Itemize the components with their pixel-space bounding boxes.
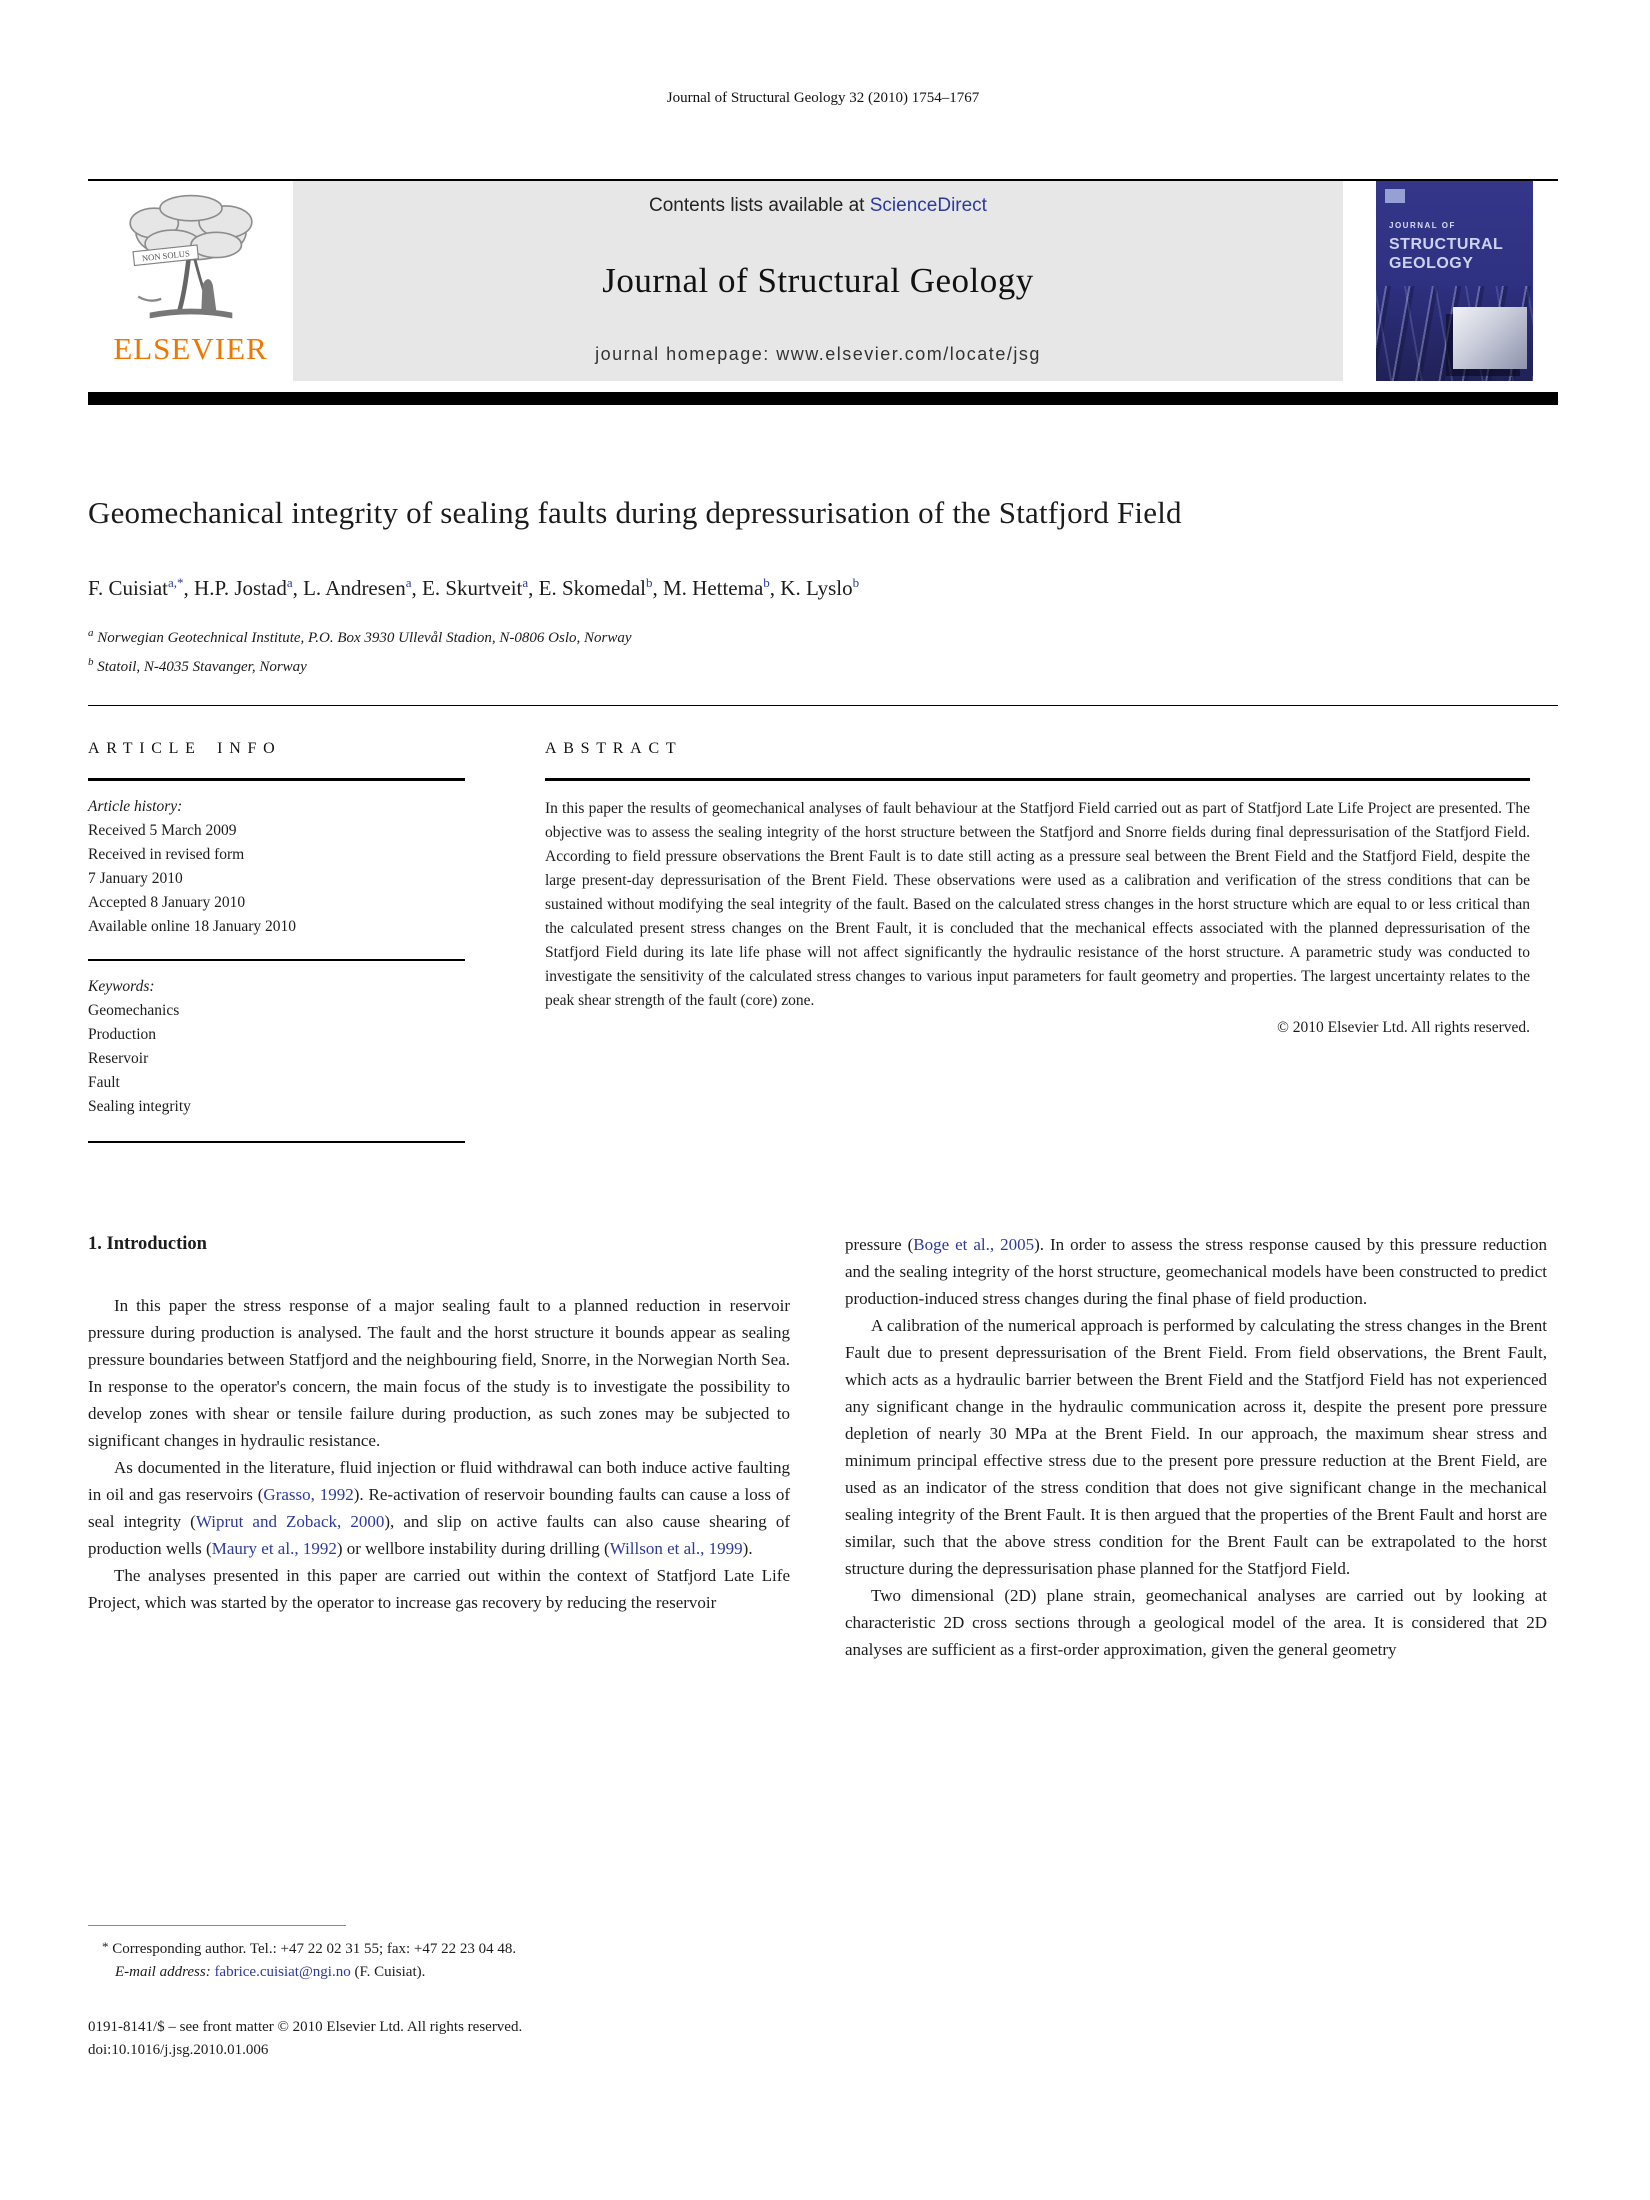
cover-publisher-chip bbox=[1385, 189, 1405, 203]
author-affiliation-sup: b bbox=[645, 575, 653, 590]
affiliation-a-sup: a bbox=[88, 627, 94, 639]
text-run: In this paper the stress response of a major sealing fault to a planned reduction in reservoir pressure during production is analysed. The fault and the horst structure it bounds appear as sealing pressure boundaries between Statfjord and the neighbouring field, Snorre, in the Norwegian North Sea. In response to the operator's concern, the main focus of the study is to investigate the possibility to develop zones with shear or tensile failure during production, as such zones may be subjected to significant changes in hydraulic resistance. bbox=[88, 1296, 790, 1450]
contents-lists-text: Contents lists available at bbox=[649, 195, 870, 216]
author-affiliation-sup: b bbox=[763, 575, 770, 590]
text-run: A calibration of the numerical approach is performed by calculating the stress changes in the Brent Fault due to present depressurisation of the Brent Field. From field observations, the Brent Fault, which acts as a hydraulic barrier between the Brent Field and the Statfjord Field has not experienced any significant change in the hydraulic communication across it, despite the present pore pressure depletion of nearly 30 MPa at the Brent Field. In our approach, the maximum shear stress and minimum principal effective stress due to the present pore pressure reduction at the Brent Field, are used as an indicator of the stress condition that does not give significant change in the mechanical sealing integrity of the Brent Fault. It is then argued that the properties of the Brent Fault and horst are similar, such that the above stress condition for the Brent Fault can be extrapolated to the horst structure during the depressurisation phase planned for the Statfjord Field. bbox=[845, 1316, 1547, 1578]
author-affiliation-sup: a bbox=[522, 575, 529, 590]
divider bbox=[545, 778, 1530, 781]
paragraph bbox=[845, 1312, 1547, 1582]
paragraph bbox=[845, 1582, 1547, 1663]
cover-title-line2: STRUCTURAL bbox=[1389, 236, 1504, 253]
elsevier-tree-icon bbox=[122, 191, 260, 331]
elsevier-logo[interactable] bbox=[88, 181, 293, 381]
email-label: E-mail address: bbox=[115, 1964, 211, 1980]
keywords-lines bbox=[88, 999, 465, 1119]
article-info-heading: ARTICLE INFO bbox=[88, 740, 282, 757]
author-affiliation-sup: a,* bbox=[168, 575, 184, 590]
corresponding-author-text: Corresponding author. Tel.: +47 22 02 31 55; fax: +47 22 23 04 48. bbox=[112, 1941, 517, 1957]
abstract-text: In this paper the results of geomechanical analyses of fault behaviour at the Statfjord Field carried out as part of Statfjord Late Life Project are presented. The objective was to assess the sealing integrity of the horst structure between the Statfjord and Snorre fields during final depressurisation of the Statfjord Field. According to field pressure observations the Brent Fault is to date still acting as a pressure seal between the Brent Field and the Statfjord Field, despite the large present-day depressurisation of the Brent Field. These observations were used as a calibration and verification of the stress conditions that can be sustained without modifying the seal integrity of the fault. Based on the calculated stress changes in the horst structure which are equal to or less critical than the calculated present stress changes on the Brent Fault, it is concluded that the mechanical effects associated with the planned depressurisation of the Statfjord Field during its late life phase will not affect significantly the hydraulic resistance of the horst structure. A parametric study was conducted to investigate the sensitivity of the calculated stress changes to various input parameters for fault geometry and properties. The largest uncertainty relates to the peak shear strength of the fault (core) zone. bbox=[545, 800, 1530, 1009]
info-line: Sealing integrity bbox=[88, 1098, 191, 1115]
footnote-divider bbox=[88, 1925, 346, 1926]
affiliation-a bbox=[88, 621, 1558, 650]
abstract-heading: ABSTRACT bbox=[545, 740, 683, 757]
elsevier-wordmark: ELSEVIER bbox=[113, 331, 268, 366]
paragraph bbox=[88, 1562, 790, 1616]
text-run: , E. Skomedal bbox=[528, 576, 646, 600]
doi-line: doi:10.1016/j.jsg.2010.01.006 bbox=[88, 2042, 269, 2058]
info-line: Available online 18 January 2010 bbox=[88, 918, 297, 935]
journal-cover-thumbnail[interactable] bbox=[1376, 181, 1533, 381]
journal-header-band bbox=[88, 181, 1558, 381]
divider bbox=[88, 778, 465, 781]
cover-art bbox=[1376, 286, 1533, 381]
affiliation-b-text: Statoil, N-4035 Stavanger, Norway bbox=[97, 659, 307, 675]
divider bbox=[88, 1141, 465, 1143]
citation-link[interactable]: Maury et al., 1992 bbox=[211, 1539, 337, 1558]
email-line bbox=[88, 1961, 788, 1984]
info-line: Reservoir bbox=[88, 1050, 149, 1067]
info-line: 7 January 2010 bbox=[88, 870, 183, 887]
text-run: , H.P. Jostad bbox=[183, 576, 287, 600]
citation-link[interactable]: Willson et al., 1999 bbox=[609, 1539, 743, 1558]
article-title: Geomechanical integrity of sealing faults during depressurisation of the Statfjord Field bbox=[88, 495, 1182, 530]
info-line: Fault bbox=[88, 1074, 120, 1091]
info-line: Accepted 8 January 2010 bbox=[88, 894, 246, 911]
body-column-right bbox=[845, 1231, 1547, 1663]
info-line: Received in revised form bbox=[88, 846, 245, 863]
cover-title bbox=[1389, 221, 1503, 273]
journal-banner bbox=[293, 181, 1343, 381]
header-divider-bar bbox=[88, 392, 1558, 405]
section-divider bbox=[88, 705, 1558, 706]
text-run: ), and slip on active faults can also cause shearing of production wells ( bbox=[88, 1512, 790, 1558]
article-history-lines bbox=[88, 819, 465, 939]
corresponding-author-note bbox=[88, 1935, 788, 1961]
text-run: ). bbox=[742, 1539, 753, 1558]
right-column-paragraphs bbox=[845, 1231, 1547, 1663]
affiliations bbox=[88, 621, 1558, 679]
cover-title-line3: GEOLOGY bbox=[1389, 255, 1474, 272]
text-run: , L. Andresen bbox=[292, 576, 406, 600]
affiliation-a-text: Norwegian Geotechnical Institute, P.O. Box 3930 Ullevål Stadion, N-0806 Oslo, Norway bbox=[97, 630, 632, 646]
email-link[interactable]: fabrice.cuisiat@ngi.no bbox=[214, 1964, 351, 1980]
footnote-block bbox=[88, 1925, 788, 2062]
citation-link[interactable]: Wiprut and Zoback, 2000 bbox=[195, 1512, 385, 1531]
citation-link[interactable]: Boge et al., 2005 bbox=[913, 1235, 1035, 1254]
text-run: , E. Skurtveit bbox=[411, 576, 523, 600]
author-affiliation-sup: b bbox=[852, 575, 860, 590]
contents-lists-line bbox=[649, 195, 987, 217]
article-body bbox=[88, 1231, 1558, 1663]
info-line: Production bbox=[88, 1026, 157, 1043]
text-run: Two dimensional (2D) plane strain, geomechanical analyses are carried out by looking at characteristic 2D cross sections through a geological model of the area. It is considered that 2D analyses are sufficient as a first-order approximation, given the general geometry bbox=[845, 1586, 1547, 1659]
section-heading-introduction: 1. Introduction bbox=[88, 1234, 207, 1254]
info-line: Geomechanics bbox=[88, 1002, 180, 1019]
cover-title-line1: JOURNAL OF bbox=[1389, 221, 1456, 230]
cover-inset-photo bbox=[1453, 307, 1527, 369]
text-run: ). Re-activation of reservoir bounding faults can cause a loss of seal integrity ( bbox=[88, 1485, 791, 1531]
paragraph bbox=[88, 1292, 790, 1454]
abstract-section bbox=[545, 740, 1530, 1143]
text-run: ). In order to assess the stress response caused by this pressure reduction and the sealing integrity of the horst structure, geomechanical models have been constructed to predict production-induced stress changes during the final phase of field production. bbox=[845, 1235, 1547, 1308]
journal-title: Journal of Structural Geology bbox=[602, 260, 1034, 300]
copyright-line: © 2010 Elsevier Ltd. All rights reserved. bbox=[1277, 1019, 1530, 1036]
left-column-paragraphs bbox=[88, 1292, 790, 1616]
divider bbox=[88, 959, 465, 961]
text-run: , K. Lyslo bbox=[769, 576, 853, 600]
meta-section bbox=[88, 740, 1558, 1143]
author-affiliation-sup: a bbox=[405, 575, 412, 590]
footnote-asterisk: * bbox=[102, 1939, 109, 1954]
article-info-section bbox=[88, 740, 465, 1143]
journal-citation: Journal of Structural Geology 32 (2010) 1754–1767 bbox=[666, 90, 980, 106]
sciencedirect-link[interactable]: ScienceDirect bbox=[869, 195, 987, 216]
non-solus-banner: NON SOLUS bbox=[140, 248, 190, 264]
text-run: , M. Hettema bbox=[652, 576, 764, 600]
text-run: The analyses presented in this paper are carried out within the context of Statfjord Late Life Project, which was started by the operator to increase gas recovery by reducing the reservoir bbox=[88, 1566, 790, 1612]
text-run: pressure ( bbox=[845, 1235, 914, 1254]
text-run: F. Cuisiat bbox=[88, 576, 169, 600]
article-history-label: Article history: bbox=[88, 798, 183, 815]
affiliation-b bbox=[88, 650, 1558, 679]
author-affiliation-sup: a bbox=[286, 575, 293, 590]
body-column-left bbox=[88, 1231, 790, 1663]
keywords-label: Keywords: bbox=[88, 978, 155, 995]
journal-homepage-link[interactable]: journal homepage: www.elsevier.com/locate/jsg bbox=[595, 344, 1041, 364]
text-run: ) or wellbore instability during drilling ( bbox=[336, 1539, 610, 1558]
author-list bbox=[88, 575, 1558, 601]
info-line: Received 5 March 2009 bbox=[88, 822, 237, 839]
paragraph bbox=[88, 1454, 790, 1562]
email-suffix: (F. Cuisiat). bbox=[350, 1964, 426, 1980]
text-run: As documented in the literature, fluid injection or fluid withdrawal can both induce active faulting in oil and gas reservoirs ( bbox=[88, 1458, 790, 1504]
affiliation-b-sup: b bbox=[88, 656, 94, 668]
issn-copyright-line: 0191-8141/$ – see front matter © 2010 Elsevier Ltd. All rights reserved. bbox=[88, 2019, 523, 2035]
paragraph bbox=[845, 1231, 1547, 1312]
citation-link[interactable]: Grasso, 1992 bbox=[263, 1485, 354, 1504]
